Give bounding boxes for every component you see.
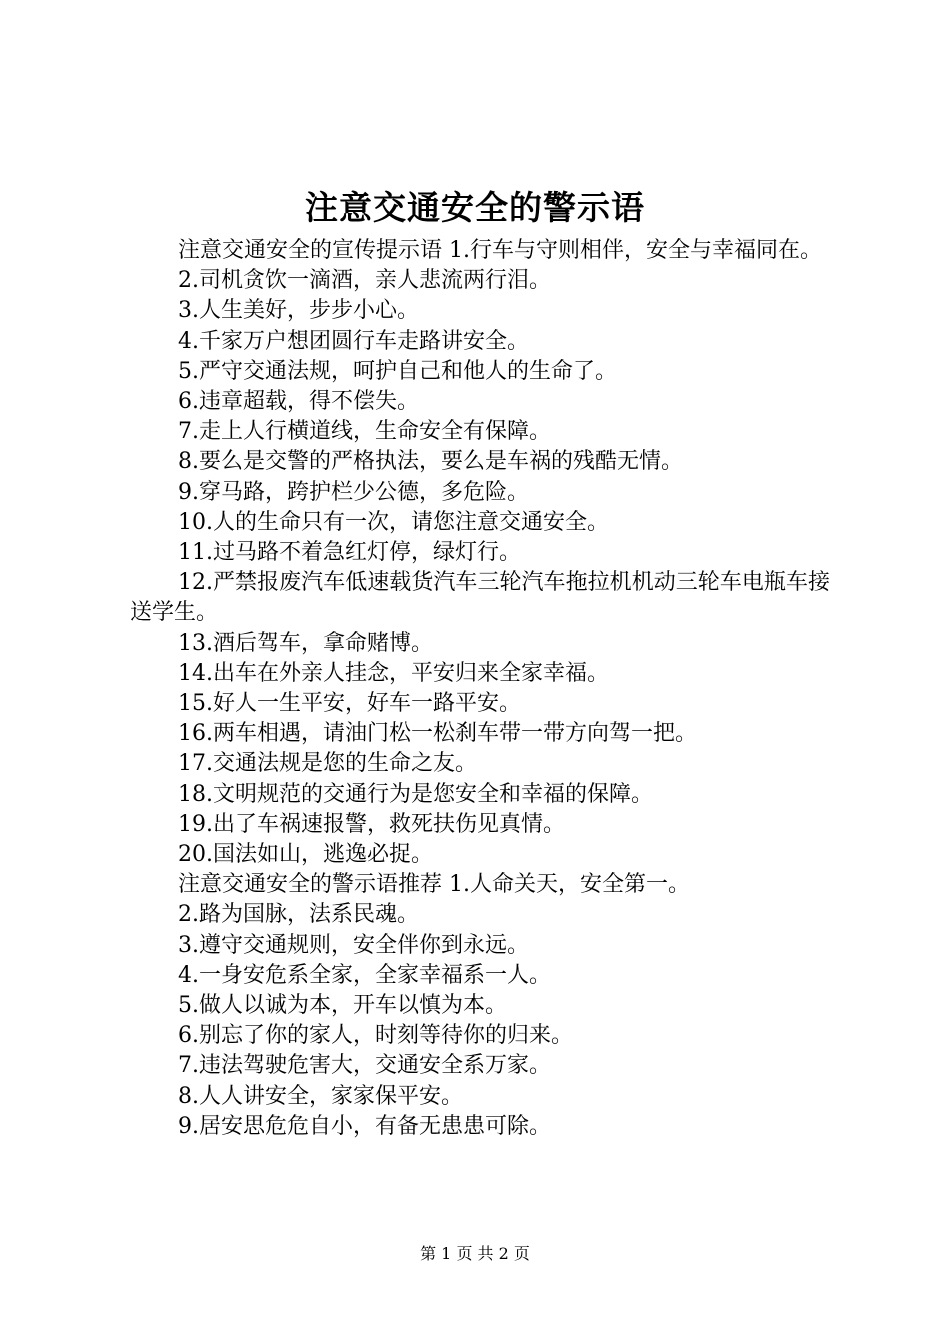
paragraph: 7.走上人行横道线，生命安全有保障。 <box>178 419 551 445</box>
paragraph: 12.严禁报废汽车低速载货汽车三轮汽车拖拉机机动三轮车电瓶车接送学生。 <box>130 570 830 626</box>
paragraph: 5.严守交通法规，呵护自己和他人的生命了。 <box>178 358 617 384</box>
paragraph: 19.出了车祸速报警，救死扶伤见真情。 <box>178 811 565 837</box>
paragraph: 17.交通法规是您的生命之友。 <box>178 751 477 777</box>
paragraph: 3.人生美好，步步小心。 <box>178 298 419 324</box>
page-footer: 第 1 页 共 2 页 <box>420 1244 530 1263</box>
document-body <box>130 236 830 1142</box>
paragraph: 7.违法驾驶危害大，交通安全系万家。 <box>178 1053 551 1079</box>
paragraph: 6.别忘了你的家人，时刻等待你的归来。 <box>178 1023 573 1049</box>
paragraph: 14.出车在外亲人挂念，平安归来全家幸福。 <box>178 660 609 686</box>
paragraph: 注意交通安全的宣传提示语 1.行车与守则相伴，安全与幸福同在。 <box>178 238 822 263</box>
paragraph: 10.人的生命只有一次，请您注意交通安全。 <box>178 509 609 535</box>
paragraph: 9.穿马路，跨护栏少公德，多危险。 <box>178 479 529 505</box>
paragraph: 2.路为国脉，法系民魂。 <box>178 902 419 928</box>
paragraph: 4.一身安危系全家，全家幸福系一人。 <box>178 962 551 988</box>
paragraph: 8.要么是交警的严格执法，要么是车祸的残酷无情。 <box>178 449 683 475</box>
paragraph: 注意交通安全的警示语推荐 1.人命关天，安全第一。 <box>178 872 690 898</box>
paragraph: 13.酒后驾车，拿命赌博。 <box>178 630 433 656</box>
paragraph: 18.文明规范的交通行为是您安全和幸福的保障。 <box>178 781 653 807</box>
document-title: 注意交通安全的警示语 <box>305 188 645 227</box>
paragraph: 15.好人一生平安，好车一路平安。 <box>178 691 521 717</box>
paragraph: 11.过马路不着急红灯停，绿灯行。 <box>178 540 521 566</box>
paragraph: 8.人人讲安全，家家保平安。 <box>178 1083 463 1109</box>
paragraph: 9.居安思危危自小，有备无患患可除。 <box>178 1113 551 1139</box>
paragraph: 20.国法如山，逃逸必捉。 <box>178 842 433 868</box>
paragraph: 6.违章超载，得不偿失。 <box>178 389 419 415</box>
paragraph: 16.两车相遇，请油门松一松刹车带一带方向驾一把。 <box>178 721 697 747</box>
paragraph: 3.遵守交通规则，安全伴你到永远。 <box>178 932 529 958</box>
paragraph: 2.司机贪饮一滴酒，亲人悲流两行泪。 <box>178 268 551 294</box>
paragraph: 5.做人以诚为本，开车以慎为本。 <box>178 993 507 1019</box>
paragraph: 4.千家万户想团圆行车走路讲安全。 <box>178 328 529 354</box>
